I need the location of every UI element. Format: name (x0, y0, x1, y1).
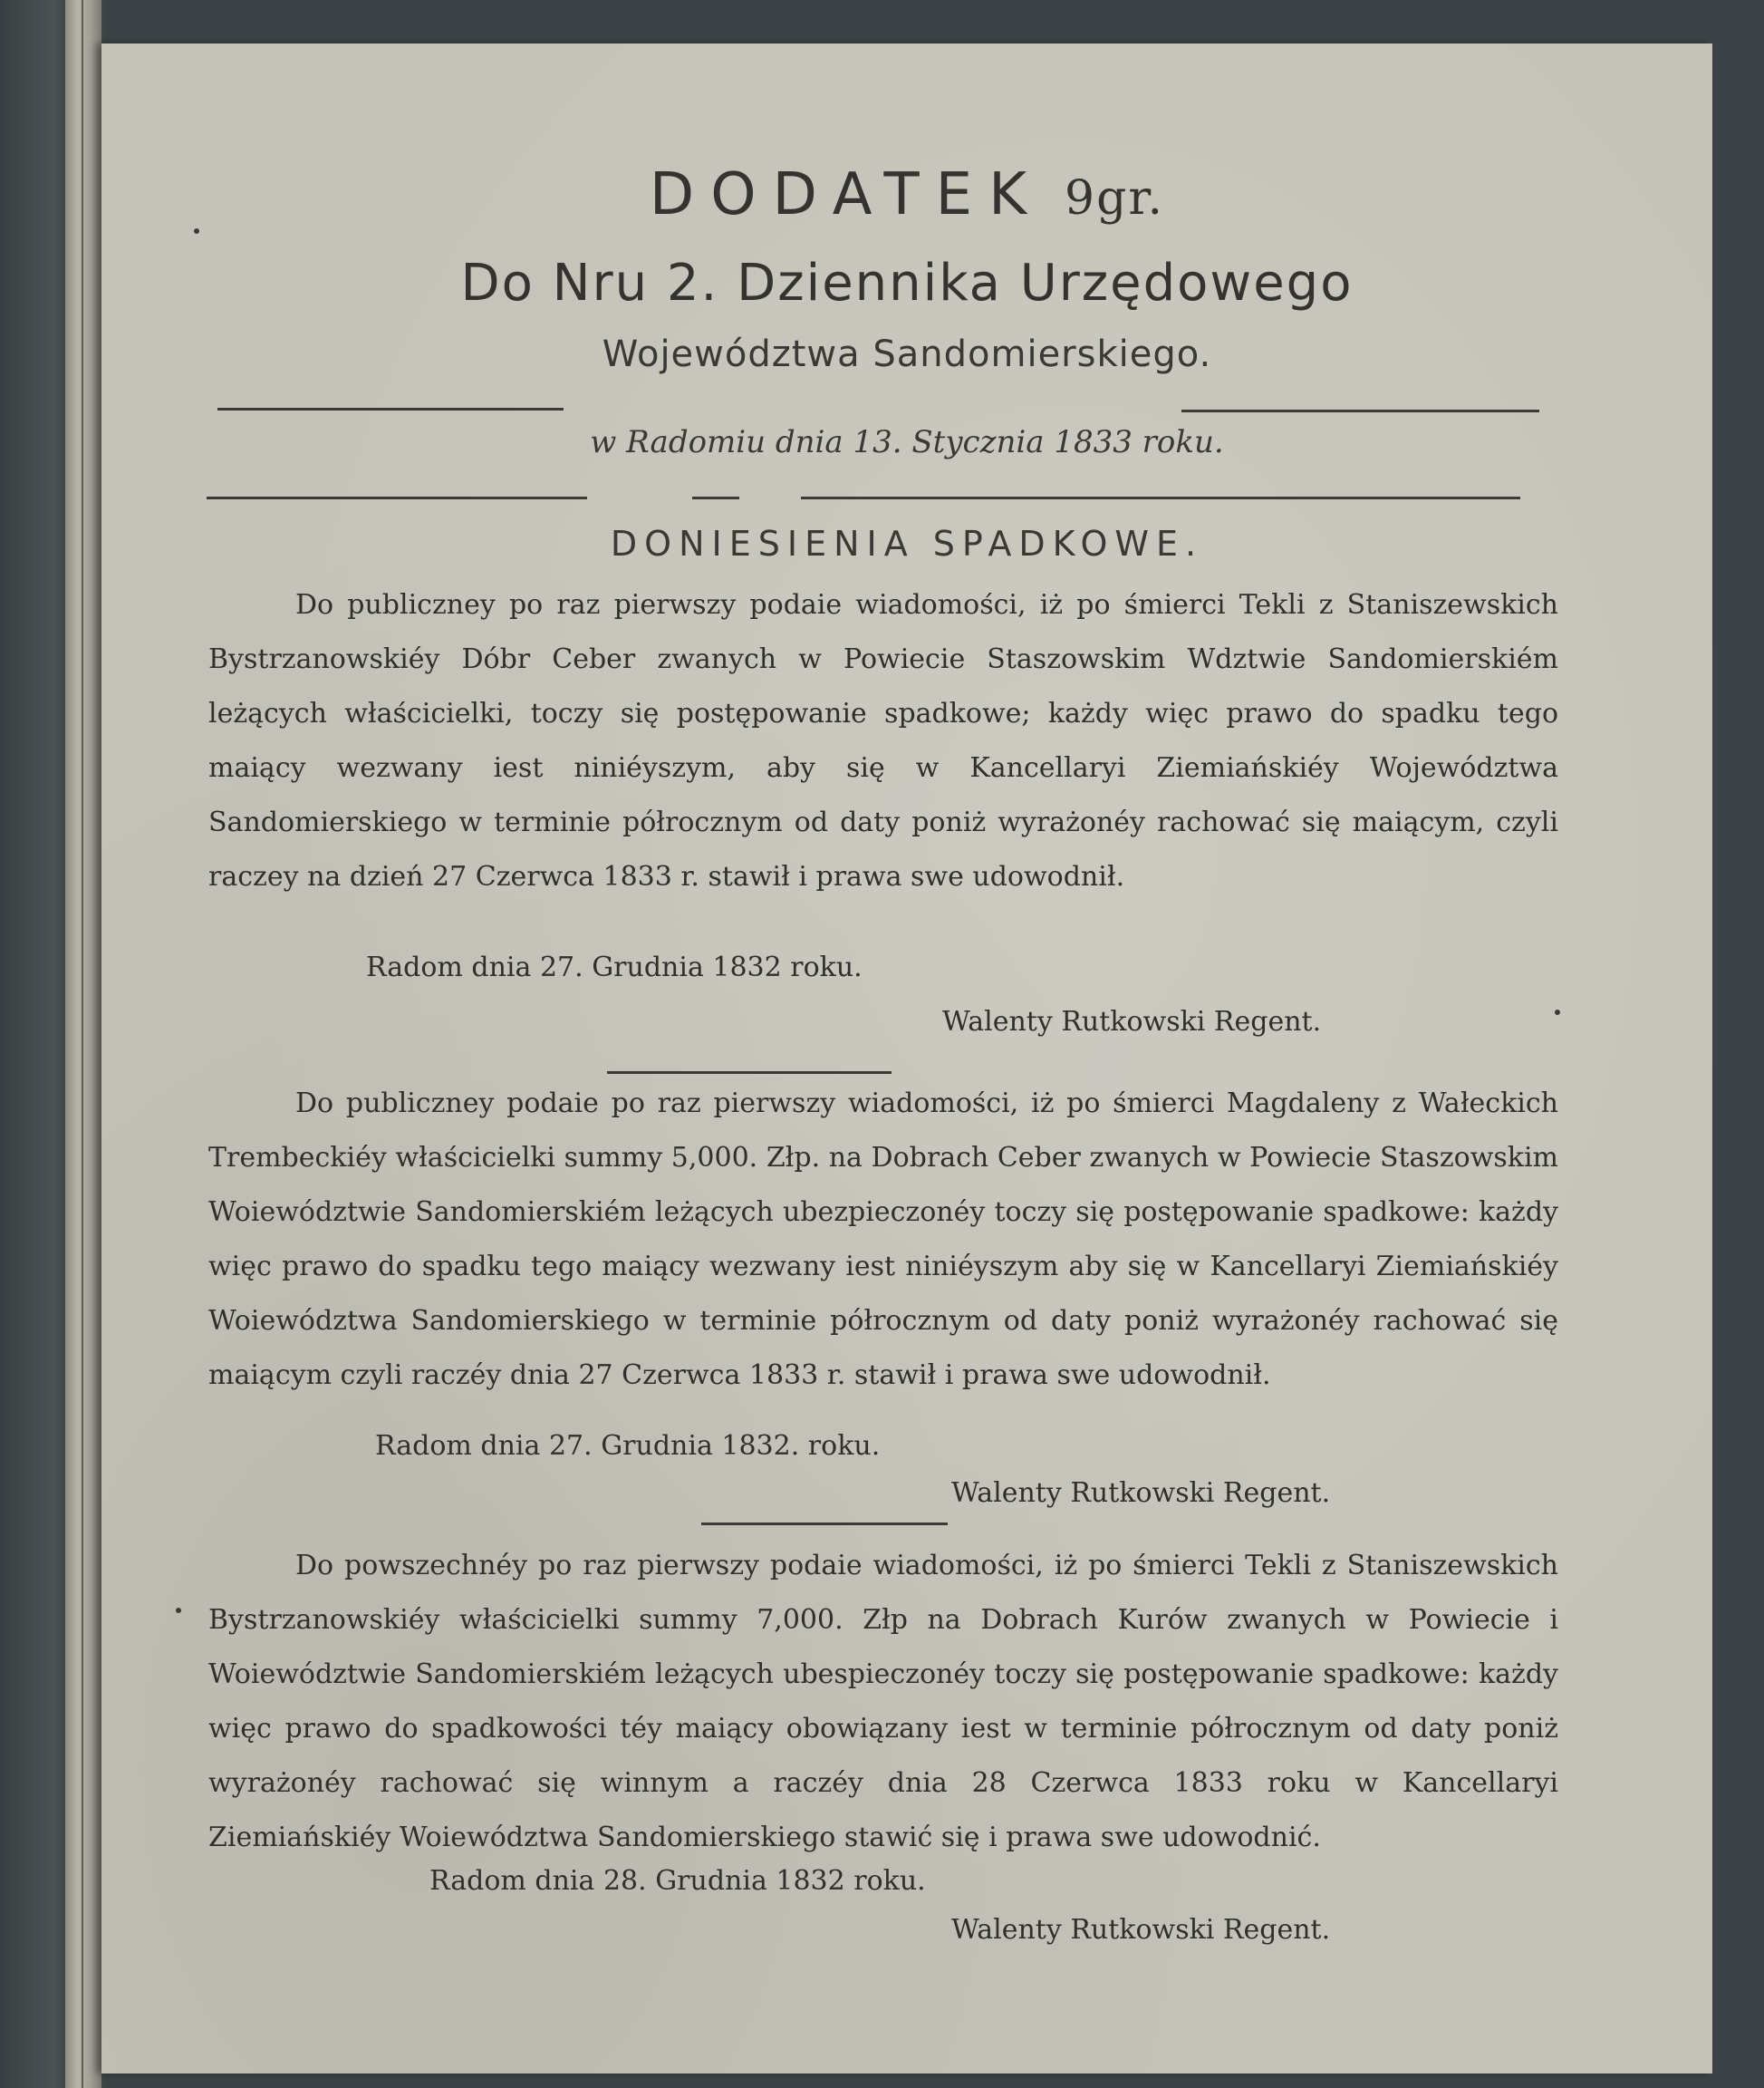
notice-1-signature: Walenty Rutkowski Regent. (942, 1006, 1322, 1038)
ink-speck (176, 1608, 181, 1613)
rule-mid-date (692, 497, 739, 499)
notice-1-text: Do publiczney po raz pierwszy podaie wiadomości, iż po śmierci Tekli z Staniszewskich Bystrzanowskiéy Dóbr Ceber zwanych w Powiecie Staszowskim Wdztwie Sandomierskiém leżących właścicielki, toczy się postępowanie spadkowe; każdy więc prawo do spadku tego maiący wezwany iest niniéyszym, aby się w Kancellaryi Ziemiańskiéy Województwa Sandomierskiego w terminie półrocznym od daty poniż wyrażonéy rachować się maiącym, czyli raczey na dzień 27 Czerwca 1833 r. stawił i prawa swe udowodnił. (208, 589, 1558, 893)
rule-right-date (801, 497, 1520, 499)
binding-thread-line (82, 0, 83, 2088)
notice-2-signature: Walenty Rutkowski Regent. (951, 1477, 1331, 1509)
issue-date-line: w Radomiu dnia 13. Stycznia 1833 roku. (590, 424, 1224, 460)
masthead-title: DODATEK (649, 161, 1044, 228)
document-page (101, 44, 1712, 2074)
notice-3-signature: Walenty Rutkowski Regent. (951, 1914, 1331, 1946)
rule-separator-1 (607, 1071, 892, 1074)
rule-separator-2 (701, 1522, 948, 1525)
rule-right-top (1181, 410, 1539, 412)
ink-speck (194, 228, 199, 234)
notice-2-text: Do publiczney podaie po raz pierwszy wiadomości, iż po śmierci Magdaleny z Wałeckich Trembeckiéy właścicielki summy 5,000. Złp. na Dobrach Ceber zwanych w Powiecie Staszowskim Woiewództwie Sandomierskiém leżących ubezpieczonéy toczy się postępowanie spadkowe: każdy więc prawo do spadku tego maiący wezwany iest niniéyszym aby się w Kancellaryi Ziemiańskiéy Woiewództwa Sandomierskiego w terminie półrocznym od daty poniż wyrażonéy rachować się maiącym czyli raczéy dnia 27 Czerwca 1833 r. stawił i prawa swe udowodnił. (208, 1088, 1558, 1391)
notice-2-place-date: Radom dnia 27. Grudnia 1832. roku. (375, 1430, 881, 1462)
rule-left-date (207, 497, 587, 499)
section-heading: DONIESIENIA SPADKOWE. (610, 524, 1204, 564)
masthead-voivodeship: Województwa Sandomierskiego. (602, 334, 1212, 375)
book-binding-edge (65, 0, 101, 2088)
notice-3-place-date: Radom dnia 28. Grudnia 1832 roku. (429, 1865, 926, 1897)
notice-3-text: Do powszechnéy po raz pierwszy podaie wiadomości, iż po śmierci Tekli z Staniszewskich Bystrzanowskiéy właścicielki summy 7,000. Złp na Dobrach Kurów zwanych w Powiecie i Woiewództwie Sandomierskiém leżących ubespieczonéy toczy się postępowanie spadkowe: każdy więc prawo do spadkowości téy maiący obowiązany iest w terminie półrocznym od daty poniż wyrażonéy rachować się winnym a raczéy dnia 28 Czerwca 1833 roku w Kancellaryi Ziemiańskiéy Woiewództwa Sandomierskiego stawić się i prawa swe udowodnić. (208, 1550, 1558, 1853)
ink-speck (1555, 1010, 1560, 1015)
masthead-title-row (101, 161, 1712, 228)
masthead-price: 9gr. (1065, 171, 1165, 226)
masthead-subtitle: Do Nru 2. Dziennika Urzędowego (460, 254, 1354, 313)
rule-left-top (217, 408, 564, 411)
notice-1-place-date: Radom dnia 27. Grudnia 1832 roku. (366, 952, 863, 983)
